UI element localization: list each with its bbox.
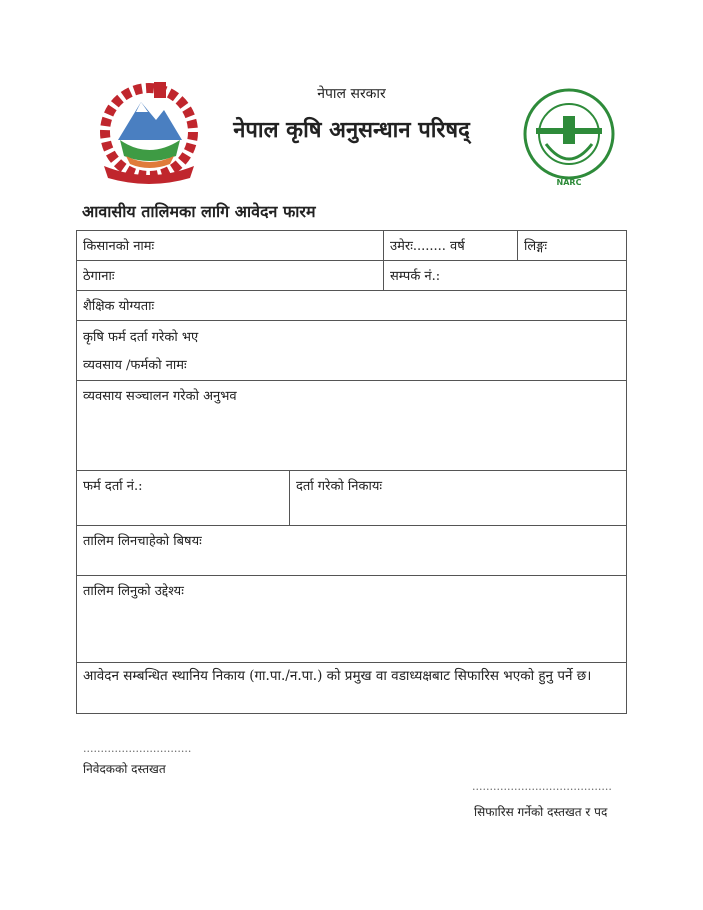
farm-reg-no-field[interactable]	[76, 470, 290, 526]
training-subject-field[interactable]	[76, 525, 627, 576]
svg-text:NARC: NARC	[556, 178, 582, 187]
business-name-field[interactable]	[76, 320, 627, 381]
age-field[interactable]	[383, 230, 518, 261]
experience-field[interactable]	[76, 380, 627, 471]
farmer-name-field[interactable]	[76, 230, 384, 261]
education-field[interactable]	[76, 290, 627, 321]
applicant-signature-label: निवेदकको दस्तखत	[83, 762, 166, 776]
farmer-name-label: किसानको नामः	[83, 239, 155, 254]
training-objective-field[interactable]	[76, 575, 627, 663]
recommendation-note-text: आवेदन सम्बन्धित स्थानिय निकाय (गा.पा./न.पा.) को प्रमुख वा वडाध्यक्षबाट सिफारिस भएको हुनु पर्ने छ।	[83, 668, 592, 684]
training-objective-label: तालिम लिनुको उद्देश्यः	[83, 584, 184, 599]
experience-label: व्यवसाय सञ्चालन गरेको अनुभव	[83, 389, 237, 404]
address-field[interactable]	[76, 260, 384, 291]
reg-office-label: दर्ता गरेको निकायः	[296, 479, 383, 494]
narc-logo	[516, 84, 622, 194]
education-label: शैक्षिक योग्यताः	[83, 299, 155, 314]
contact-label: सम्पर्क नं.:	[390, 269, 441, 284]
applicant-signature-line: ...............................	[83, 742, 192, 755]
government-heading: नेपाल सरकार	[317, 86, 386, 102]
training-subject-label: तालिम लिनचाहेको बिषयः	[83, 534, 202, 549]
business-name-label: व्यवसाय /फर्मको नामः	[83, 358, 187, 373]
address-label: ठेगानाः	[83, 269, 115, 284]
form-title: आवासीय तालिमका लागि आवेदन फारम	[82, 202, 316, 221]
gender-field[interactable]	[517, 230, 627, 261]
recommendation-note	[76, 662, 627, 714]
age-label: उमेरः........ वर्ष	[390, 239, 465, 254]
contact-field[interactable]	[383, 260, 627, 291]
recommender-signature-line: ........................................	[472, 780, 612, 793]
reg-office-field[interactable]	[289, 470, 627, 526]
recommender-signature-label: सिफारिस गर्नेको दस्तखत र पद	[474, 805, 608, 819]
organization-heading: नेपाल कृषि अनुसन्धान परिषद्	[233, 117, 470, 143]
farm-reg-no-label: फर्म दर्ता नं.:	[83, 479, 143, 494]
gender-label: लिङ्गः	[524, 239, 548, 254]
farm-registered-label: कृषि फर्म दर्ता गरेको भए	[83, 330, 199, 345]
